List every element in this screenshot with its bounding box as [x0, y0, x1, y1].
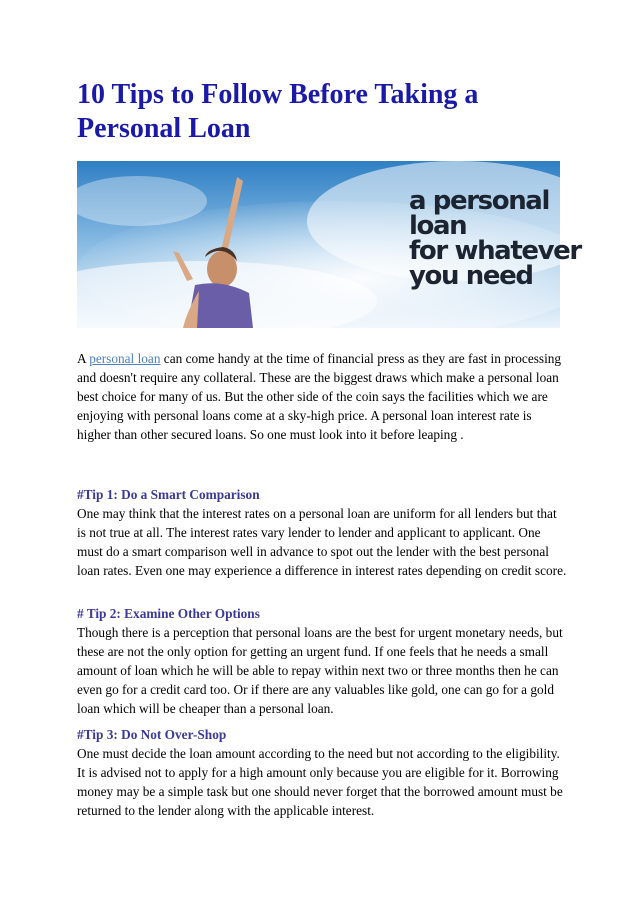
intro-paragraph [77, 349, 567, 444]
document-title: 10 Tips to Follow Before Taking a Personal Loan [77, 79, 479, 144]
tip-text: One must decide the loan amount according to the need but not according to the eligibility. It is advised not to apply for a high amount only because you are eligible for it. Borrowing money may be a simple task but one should never forget that the borrowed amount must be returned to the lender along with the applicable interest. [77, 746, 563, 818]
banner-line: loan [409, 211, 467, 241]
personal-loan-link[interactable]: personal loan [89, 351, 161, 366]
tip-section-1 [77, 485, 567, 580]
tip-heading: # Tip 2: Examine Other Options [77, 606, 260, 621]
banner-line: you need [409, 261, 533, 291]
tip-section-3 [77, 725, 567, 820]
tip-text: One may think that the interest rates on a personal loan are uniform for all lenders but that is not true at all. The interest rates vary lender to lender and applicant to applicant. One must do a smart comparison well in advance to spot out the lender with the best personal loan rates. Even one may experience a difference in interest rates depending on credit score. [77, 506, 567, 578]
tip-section-2 [77, 604, 567, 718]
tip-heading: #Tip 1: Do a Smart Comparison [77, 487, 260, 502]
intro-text: can come handy at the time of financial press as they are fast in processing and doesn't require any collateral. These are the biggest draws which make a personal loan best choice for many of us. But the other side of the coin says the facilities which we are enjoying with personal loans come at a sky-high price. A personal loan interest rate is higher than other secured loans. So one must look into it before leaping . [77, 351, 562, 442]
intro-prefix: A [77, 351, 90, 366]
banner-line: for whatever [409, 236, 581, 266]
tip-heading: #Tip 3: Do Not Over-Shop [77, 727, 227, 742]
banner-line: a personal [409, 186, 549, 216]
tip-text: Though there is a perception that personal loans are the best for urgent monetary needs, but these are not the only option for getting an urgent fund. If one feels that he needs a small amount of loan which he will be able to repay within next two or three months then he can even go for a credit card too. Or if there are any valuables like gold, one can go for a gold loan which will be cheaper than a personal loan. [77, 625, 563, 716]
banner-image [77, 161, 581, 328]
banner-slogan [409, 186, 581, 291]
